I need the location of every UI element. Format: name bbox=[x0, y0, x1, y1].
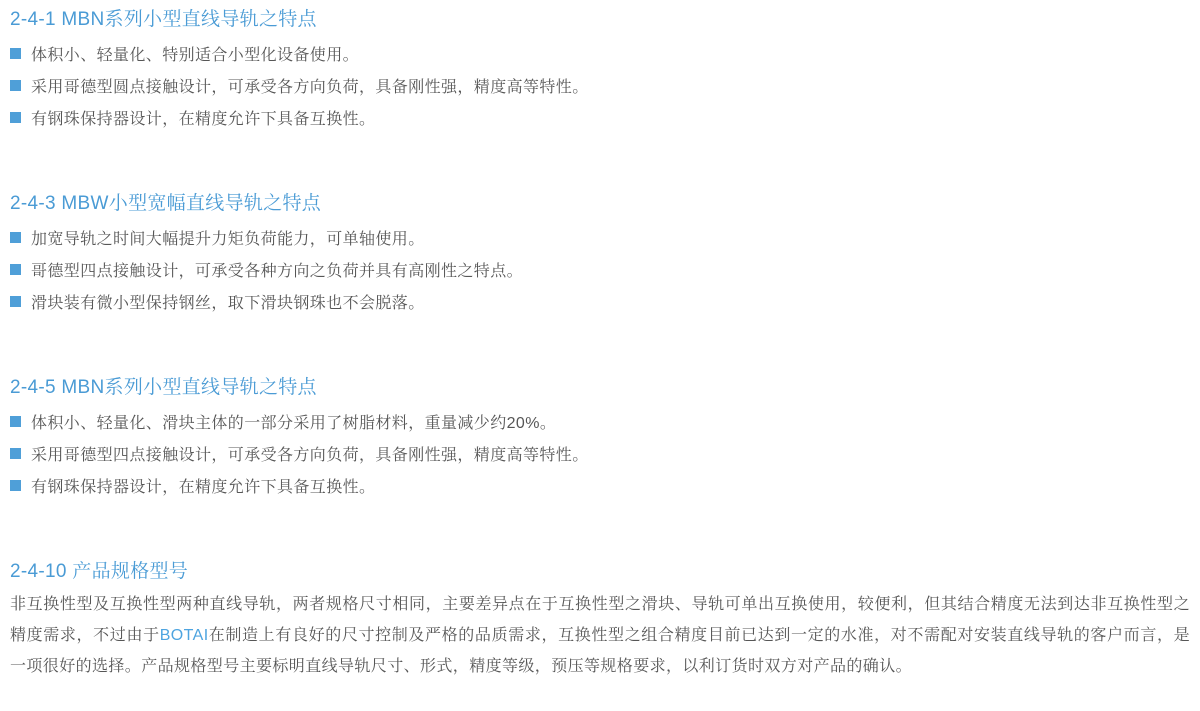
feature-text: 哥德型四点接触设计，可承受各种方向之负荷并具有高刚性之特点。 bbox=[31, 262, 524, 280]
bullet-square-icon bbox=[10, 80, 21, 91]
section-heading: 2-4-3 MBW小型宽幅直线导轨之特点 bbox=[10, 193, 322, 214]
spec-paragraph bbox=[10, 589, 1190, 682]
section-product-spec bbox=[10, 560, 1190, 682]
feature-text: 体积小、轻量化、滑块主体的一部分采用了树脂材料，重量减少约20%。 bbox=[31, 414, 557, 432]
list-item bbox=[10, 69, 1190, 101]
feature-list bbox=[10, 405, 1190, 501]
paragraph-text-before-brand: 非互换性型及互换性型两种直线导轨，两者规格尺寸相同，主要差异点在于互换性型之滑块、导轨可单出互换使用，较便利，但其结合精度无法到达非互换性型之精度需求，不过由于 bbox=[10, 596, 1190, 644]
bullet-square-icon bbox=[10, 416, 21, 427]
bullet-square-icon bbox=[10, 448, 21, 459]
bullet-square-icon bbox=[10, 48, 21, 59]
list-item bbox=[10, 405, 1190, 437]
section-heading: 2-4-10 产品规格型号 bbox=[10, 561, 189, 582]
bullet-square-icon bbox=[10, 112, 21, 123]
list-item bbox=[10, 253, 1190, 285]
bullet-square-icon bbox=[10, 296, 21, 307]
paragraph-text-after-brand: 在制造上有良好的尺寸控制及严格的品质需求，互换性型之组合精度目前已达到一定的水准，对不需配对安装直线导轨的客户而言，是一项很好的选择。产品规格型号主要标明直线导轨尺寸、形式，精度等级，预压等规格要求，以利订货时双方对产品的确认。 bbox=[10, 627, 1190, 675]
feature-text: 滑块装有微小型保持钢丝，取下滑块钢珠也不会脱落。 bbox=[31, 294, 425, 312]
list-item bbox=[10, 469, 1190, 501]
feature-text: 有钢珠保持器设计，在精度允许下具备互换性。 bbox=[31, 478, 376, 496]
list-item bbox=[10, 101, 1190, 133]
bullet-square-icon bbox=[10, 232, 21, 243]
section-mbw-features bbox=[10, 192, 1190, 317]
feature-list bbox=[10, 221, 1190, 317]
feature-text: 有钢珠保持器设计，在精度允许下具备互换性。 bbox=[31, 110, 376, 128]
feature-text: 采用哥德型圆点接触设计，可承受各方向负荷，具备刚性强，精度高等特性。 bbox=[31, 78, 589, 96]
feature-text: 采用哥德型四点接触设计，可承受各方向负荷，具备刚性强，精度高等特性。 bbox=[31, 446, 589, 464]
feature-text: 加宽导轨之时间大幅提升力矩负荷能力，可单轴使用。 bbox=[31, 230, 425, 248]
section-heading: 2-4-5 MBN系列小型直线导轨之特点 bbox=[10, 377, 317, 398]
section-mbn-features-2 bbox=[10, 376, 1190, 501]
section-heading: 2-4-1 MBN系列小型直线导轨之特点 bbox=[10, 9, 317, 30]
list-item bbox=[10, 285, 1190, 317]
section-mbn-features-1 bbox=[10, 8, 1190, 133]
list-item bbox=[10, 437, 1190, 469]
list-item bbox=[10, 37, 1190, 69]
feature-list bbox=[10, 37, 1190, 133]
bullet-square-icon bbox=[10, 480, 21, 491]
brand-link[interactable]: BOTAI bbox=[159, 627, 209, 644]
bullet-square-icon bbox=[10, 264, 21, 275]
list-item bbox=[10, 221, 1190, 253]
feature-text: 体积小、轻量化、特别适合小型化设备使用。 bbox=[31, 46, 360, 64]
